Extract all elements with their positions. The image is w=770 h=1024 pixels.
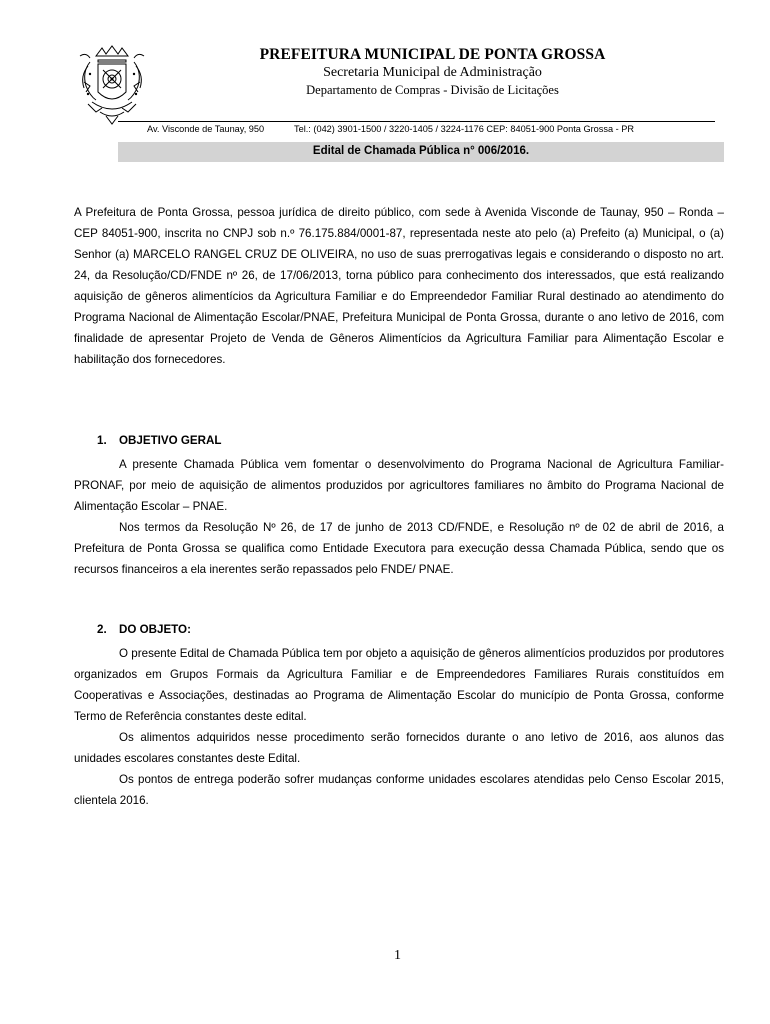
edital-title-bar (118, 142, 724, 162)
section-1-paragraph-1: A presente Chamada Pública vem fomentar o desenvolvimento do Programa Nacional de Agricultura Familiar-PRONAF, por meio de aquisição de alimentos produzidos por agricultores familiares no âmbito do Programa Nacional de Alimentação Escolar – PNAE. (74, 458, 724, 513)
header-subtitle: Secretaria Municipal de Administração (323, 65, 542, 80)
section-1-paragraph-2: Nos termos da Resolução Nº 26, de 17 de junho de 2013 CD/FNDE, e Resolução nº de 02 de abril de 2016, a Prefeitura de Ponta Grossa se qualifica como Entidade Executora para execução dessa Chamada Pública, sendo que os recursos financeiros a ela inerentes serão repassados pelo FNDE/ PNAE. (74, 521, 724, 576)
section-1-heading (97, 434, 221, 447)
section-2-paragraph-3: Os pontos de entrega poderão sofrer mudanças conforme unidades escolares atendidas pelo Censo Escolar 2015, clientela 2016. (74, 773, 724, 807)
header-title: PREFEITURA MUNICIPAL DE PONTA GROSSA (259, 46, 606, 63)
section-2-number: 2. (97, 623, 107, 636)
section-2-paragraph-2: Os alimentos adquiridos nesse procedimento serão fornecidos durante o ano letivo de 2016, aos alunos das unidades escolares constantes deste Edital. (74, 731, 724, 765)
header-contacts: Tel.: (042) 3901-1500 / 3220-1405 / 3224-1176 CEP: 84051-900 Ponta Grossa - PR (294, 124, 634, 134)
edital-title: Edital de Chamada Pública n° 006/2016. (312, 145, 530, 157)
header-divider (118, 121, 715, 122)
header-department: Departamento de Compras - Divisão de Licitações (306, 83, 559, 97)
header-address: Av. Visconde de Taunay, 950 (147, 124, 265, 134)
intro-paragraph: A Prefeitura de Ponta Grossa, pessoa jurídica de direito público, com sede à Avenida Visconde de Taunay, 950 – Ronda – CEP 84051-900, inscrita no CNPJ sob n.º 76.175.884/0001-87, representada neste ato pelo (a) Prefeito (a) Municipal, o (a) Senhor (a) MARCELO RANGEL CRUZ DE OLIVEIRA, no uso de suas prerrogativas legais e considerando o disposto no art. 24, da Resolução/CD/FNDE nº 26, de 17/06/2013, torna público para conhecimento dos interessados, que está realizando aquisição de gêneros alimentícios da Agricultura Familiar e do Empreendedor Familiar Rural destinado ao atendimento do Programa Nacional de Alimentação Escolar/PNAE, Prefeitura Municipal de Ponta Grossa, durante o ano letivo de 2016, com finalidade de apresentar Projeto de Venda de Gêneros Alimentícios da Agricultura Familiar para Alimentação Escolar e habilitação dos fornecedores. (74, 206, 724, 366)
page-number: 1 (394, 948, 401, 963)
section-2-title: DO OBJETO: (119, 623, 191, 636)
section-2-paragraph-1: O presente Edital de Chamada Pública tem por objeto a aquisição de gêneros alimentícios produzidos por produtores organizados em Grupos Formais da Agricultura Familiar e de Empreendedores Familiares Rurais constituídos em Cooperativas e Associações, destinadas ao Programa de Alimentação Escolar do município de Ponta Grossa, conforme Termo de Referência constantes deste edital. (74, 647, 724, 723)
section-2-heading (97, 623, 191, 636)
municipal-coat-of-arms-icon (76, 42, 148, 126)
section-1-title: OBJETIVO GERAL (119, 434, 222, 447)
section-1-number: 1. (97, 434, 107, 447)
